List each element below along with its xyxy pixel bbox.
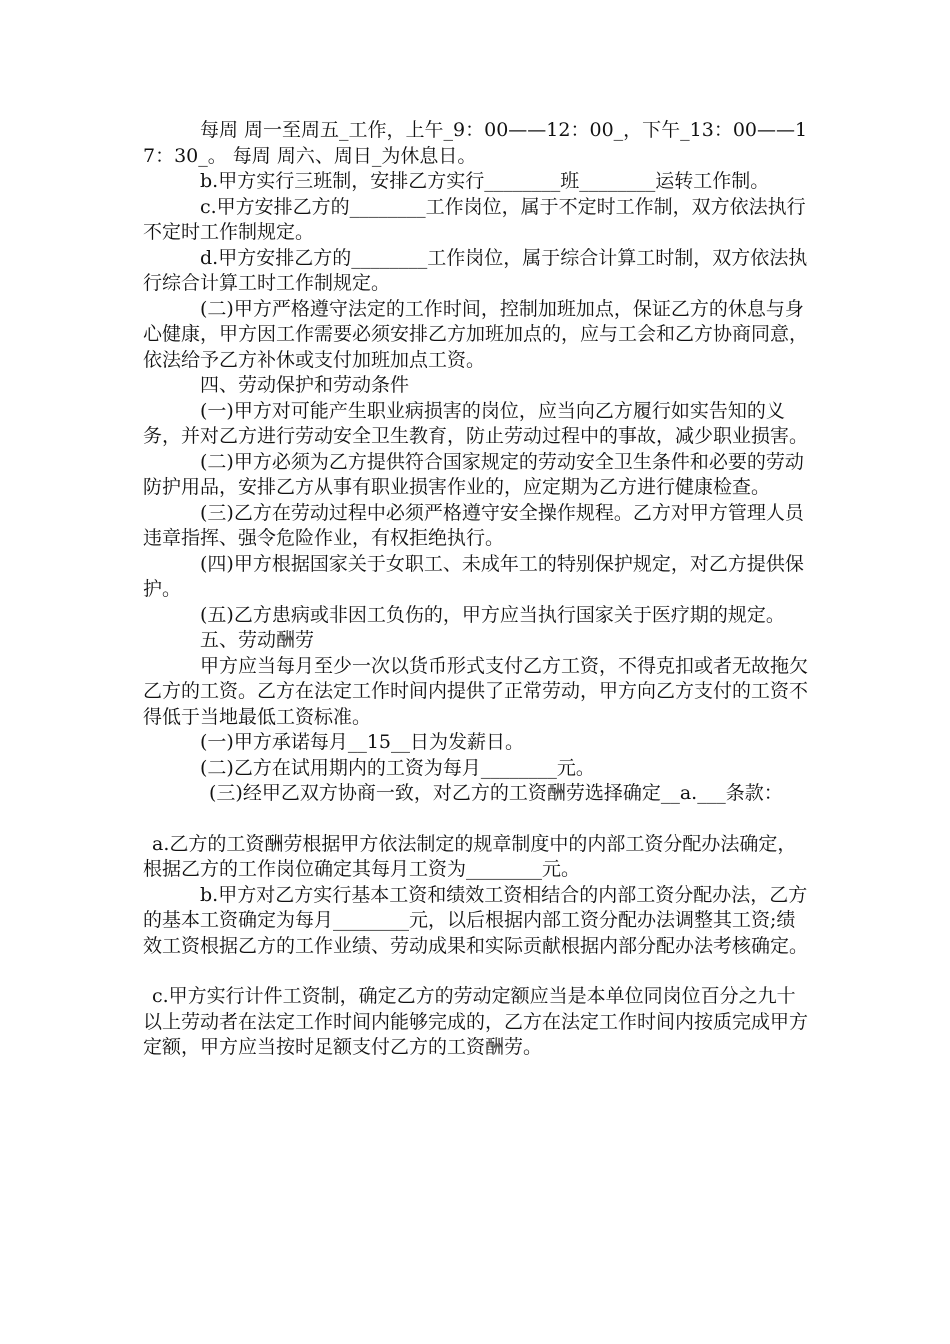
paragraph-wage-option: (三)经甲乙双方协商一致，对乙方的工资酬劳选择确定__a.___条款：: [209, 782, 783, 804]
paragraph-overtime: (二)甲方严格遵守法定的工作时间，控制加班加点，保证乙方的休息与身心健康，甲方因工作需要必须安排乙方加班加点的，应与工会和乙方协商同意，依法给予乙方补休或支付加班加点工资。: [143, 297, 809, 371]
section-heading-labor-protection: 四、劳动保护和劳动条件: [200, 374, 410, 396]
paragraph-flexible-hours: c.甲方安排乙方的________工作岗位，属于不定时工作制，双方依法执行不定时工作制规定。: [143, 195, 806, 243]
paragraph-safety-conditions: (二)甲方必须为乙方提供符合国家规定的劳动安全卫生条件和必要的劳动防护用品，安排乙方从事有职业损害作业的，应定期为乙方进行健康检查。: [143, 450, 804, 498]
paragraph-medical-period: (五)乙方患病或非因工负伤的，甲方应当执行国家关于医疗期的规定。: [200, 603, 785, 626]
paragraph-option-a: a.乙方的工资酬劳根据甲方依法制定的规章制度中的内部工资分配办法确定，根据乙方的工作岗位确定其每月工资为________元。: [143, 832, 797, 880]
paragraph-special-protection: (四)甲方根据国家关于女职工、未成年工的特别保护规定，对乙方提供保护。: [143, 552, 804, 600]
paragraph-probation-wage: (二)乙方在试用期内的工资为每月________元。: [200, 756, 595, 779]
paragraph-option-c: c.甲方实行计件工资制，确定乙方的劳动定额应当是本单位同岗位百分之九十以上劳动者在法定工作时间内能够完成的，乙方在法定工作时间内按质完成甲方定额，甲方应当按时足额支付乙方的工资酬劳。: [143, 985, 809, 1058]
blank-line: [143, 959, 809, 984]
paragraph-work-schedule: 每周 周一至周五_工作，上午_9：00——12：00_，下午_13：00——17：30_。 每周 周六、周日_为休息日。: [143, 119, 808, 167]
document-body: [143, 118, 809, 1061]
paragraph-comprehensive-hours: d.甲方安排乙方的________工作岗位，属于综合计算工时制，双方依法执行综合计算工时工作制规定。: [143, 246, 808, 294]
paragraph-option-b: b.甲方对乙方实行基本工资和绩效工资相结合的内部工资分配办法，乙方的基本工资确定为每月________元，以后根据内部工资分配办法调整其工资;绩效工资根据乙方的工作业绩、劳动成果和实际贡献根据内部分配办法考核确定。: [143, 883, 809, 957]
paragraph-wage-payment: 甲方应当每月至少一次以货币形式支付乙方工资，不得克扣或者无故拖欠乙方的工资。乙方在法定工作时间内提供了正常劳动，甲方向乙方支付的工资不得低于当地最低工资标准。: [143, 654, 809, 728]
paragraph-three-shift: b.甲方实行三班制，安排乙方实行________班________运转工作制。: [200, 170, 770, 192]
section-heading-remuneration: 五、劳动酬劳: [200, 629, 315, 651]
paragraph-safety-rules: (三)乙方在劳动过程中必须严格遵守安全操作规程。乙方对甲方管理人员违章指挥、强令危险作业，有权拒绝执行。: [143, 501, 804, 549]
blank-line: [143, 807, 809, 832]
paragraph-payday: (一)甲方承诺每月__15__日为发薪日。: [200, 731, 525, 753]
paragraph-occupational-disease: (一)甲方对可能产生职业病损害的岗位，应当向乙方履行如实告知的义务，并对乙方进行劳动安全卫生教育，防止劳动过程中的事故，减少职业损害。: [143, 399, 809, 447]
